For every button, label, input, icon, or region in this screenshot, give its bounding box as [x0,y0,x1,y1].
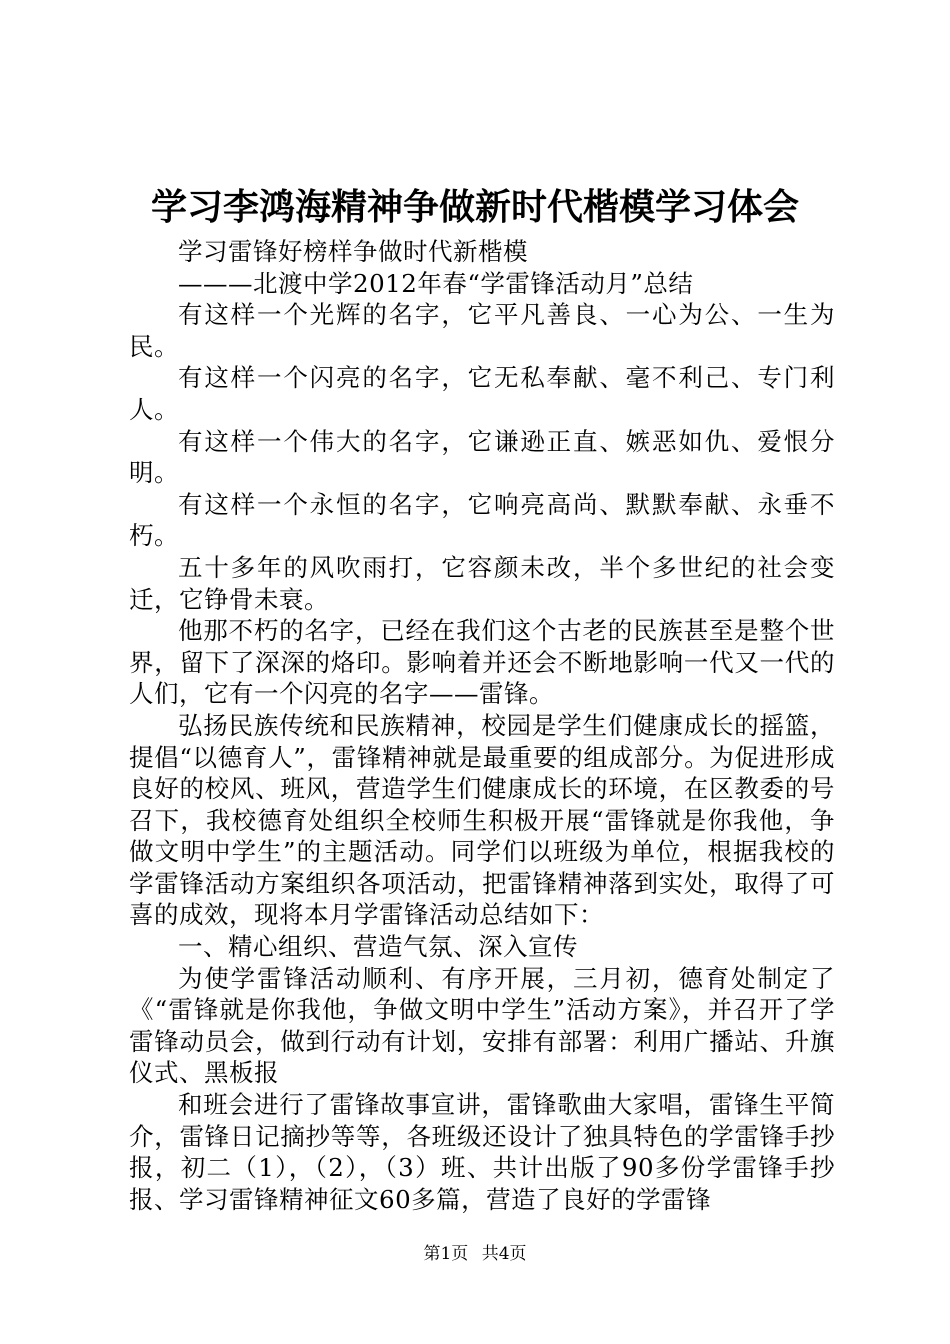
page-total: 共4页 [481,1244,527,1264]
page-number: 第1页 [423,1244,469,1264]
document-body [129,236,835,1215]
body-paragraph: 有这样一个闪亮的名字，它无私奉献、毫不利己、专门利人。 [129,363,835,424]
body-paragraph: 有这样一个永恒的名字，它响亮高尚、默默奉献、永垂不朽。 [129,489,835,551]
body-paragraph: 他那不朽的名字，已经在我们这个古老的民族甚至是整个世界，留下了深深的烙印。影响着并还会不断地影响一代又一代的人们，它有一个闪亮的名字——雷锋。 [129,616,835,709]
page-footer [0,1242,950,1266]
body-paragraph: 有这样一个光辉的名字，它平凡善良、一心为公、一生为民。 [129,300,835,361]
body-paragraph: 有这样一个伟大的名字，它谦逊正直、嫉恶如仇、爱恨分明。 [129,426,835,488]
subtitle-paragraph: 学习雷锋好榜样争做时代新楷模 [178,237,528,266]
body-paragraph: 为使学雷锋活动顺利、有序开展，三月初，德育处制定了《“雷锋就是你我他，争做文明中学生”活动方案》，并召开了学雷锋动员会，做到行动有计划，安排有部署：利用广播站、升旗仪式、黑板报 [129,963,835,1088]
document-title: 学习李鸿海精神争做新时代楷模学习体会 [150,186,799,228]
body-paragraph: 和班会进行了雷锋故事宣讲，雷锋歌曲大家唱，雷锋生平简介，雷锋日记摘抄等等，各班级还设计了独具特色的学雷锋手抄报，初二（1），（2），（3）班、共计出版了90多份学雷锋手抄报、学习雷锋精神征文60多篇，营造了良好的学雷锋 [129,1090,835,1214]
subtitle-source-paragraph: ———北渡中学2012年春“学雷锋活动月”总结 [178,268,694,298]
section-heading: 一、精心组织、营造气氛、深入宣传 [178,932,578,962]
body-paragraph: 弘扬民族传统和民族精神，校园是学生们健康成长的摇篮，提倡“以德育人”，雷锋精神就是最重要的组成部分。为促进形成良好的校风、班风，营造学生们健康成长的环境，在区教委的号召下，我校德育处组织全校师生积极开展“雷锋就是你我他，争做文明中学生”的主题活动。同学们以班级为单位，根据我校的学雷锋活动方案组织各项活动，把雷锋精神落到实处，取得了可喜的成效，现将本月学雷锋活动总结如下： [129,710,835,930]
body-paragraph: 五十多年的风吹雨打，它容颜未改，半个多世纪的社会变迁，它铮骨未衰。 [129,552,835,614]
